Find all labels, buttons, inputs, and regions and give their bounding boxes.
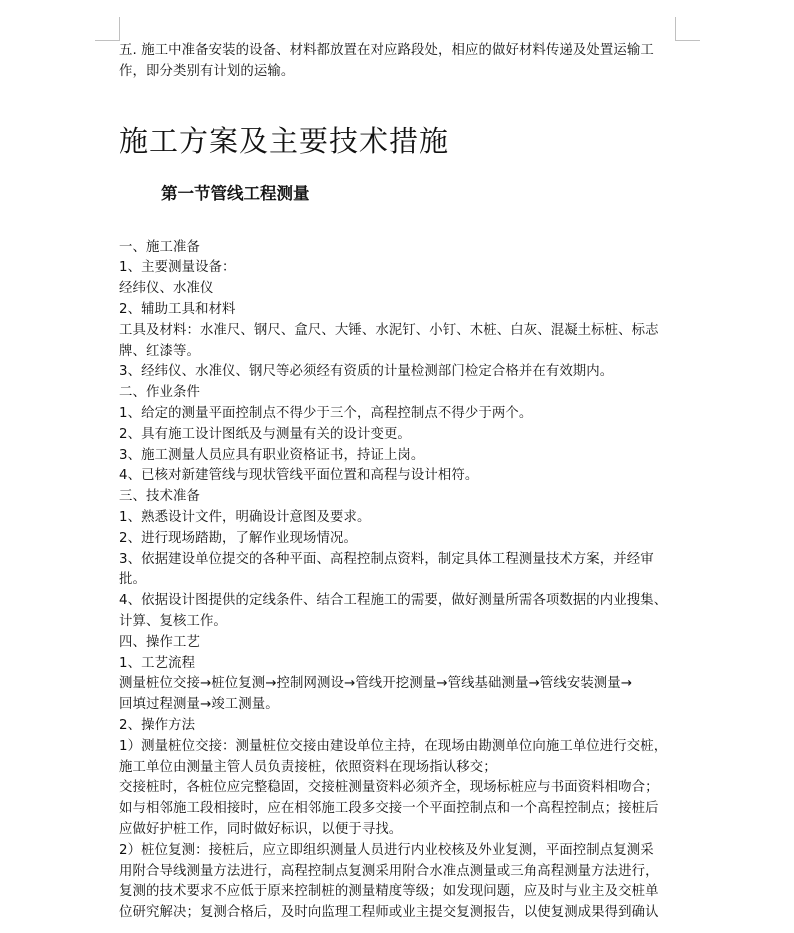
crop-mark-top-left-vertical (119, 17, 120, 41)
body-line: 回填过程测量→竣工测量。 (119, 697, 279, 713)
body-line: 4、已核对新建管线与现状管线平面位置和高程与设计相符。 (119, 468, 479, 484)
body-line: 二、作业条件 (119, 385, 200, 401)
body-line: 工具及材料：水准尺、钢尺、盒尺、大锤、水泥钉、小钉、木桩、白灰、混凝土标桩、标志 (119, 322, 659, 338)
body-line: 1、工艺流程 (119, 655, 196, 671)
body-line: 2）桩位复测：接桩后，应立即组织测量人员进行内业校核及外业复测，平面控制点复测采 (119, 842, 654, 858)
body-line: 用附合导线测量方法进行，高程控制点复测采用附合水准点测量或三角高程测量方法进行， (119, 863, 659, 879)
body-line: 3、经纬仪、水准仪、钢尺等必须经有资质的计量检测部门检定合格并在有效期内。 (119, 364, 614, 380)
body-line: 2、具有施工设计图纸及与测量有关的设计变更。 (119, 426, 411, 442)
body-line: 3、施工测量人员应具有职业资格证书，持证上岗。 (119, 447, 425, 463)
body-line: 施工单位由测量主管人员负责接桩，依照资料在现场指认移交； (119, 759, 497, 775)
body-line: 经纬仪、水准仪 (119, 281, 214, 297)
body-line: 2、操作方法 (119, 717, 196, 733)
body-line: 1、给定的测量平面控制点不得少于三个，高程控制点不得少于两个。 (119, 405, 533, 421)
body-line: 应做好护桩工作，同时做好标识，以便于寻找。 (119, 821, 403, 837)
body-line: 4、依据设计图提供的定线条件、结合工程施工的需要，做好测量所需各项数据的内业搜集、 (119, 593, 668, 609)
intro-paragraph (119, 41, 677, 83)
body-line: 2、辅助工具和材料 (119, 301, 236, 317)
body-line: 如与相邻施工段相接时，应在相邻施工段多交接一个平面控制点和一个高程控制点；接桩后 (119, 801, 659, 817)
document-body (119, 41, 677, 924)
body-line: 1、熟悉设计文件，明确设计意图及要求。 (119, 509, 371, 525)
intro-line: 五. 施工中准备安装的设备、材料都放置在对应路段处，相应的做好材料传递及处置运输工 (119, 43, 654, 58)
body-line: 三、技术准备 (119, 489, 200, 505)
main-title: 施工方案及主要技术措施 (119, 123, 450, 158)
crop-mark-top-left-horizontal (95, 40, 120, 41)
body-line: 牌、红漆等。 (119, 343, 200, 359)
body-line: 复测的技术要求不应低于原来控制桩的测量精度等级；如发现问题，应及时与业主及交桩单 (119, 884, 659, 900)
body-line: 1、主要测量设备： (119, 260, 236, 276)
body-line: 四、操作工艺 (119, 634, 200, 650)
intro-line: 作，即分类别有计划的运输。 (119, 63, 295, 79)
body-line: 2、进行现场踏勘，了解作业现场情况。 (119, 530, 357, 546)
body-line: 一、施工准备 (119, 239, 200, 255)
body-line: 计算、复核工作。 (119, 613, 227, 629)
body-line: 1）测量桩位交接：测量桩位交接由建设单位主持，在现场由勘测单位向施工单位进行交桩， (119, 738, 668, 754)
body-line: 测量桩位交接→桩位复测→控制网测设→管线开挖测量→管线基础测量→管线安装测量→ (119, 676, 633, 692)
body-line: 交接桩时，各桩位应完整稳固，交接桩测量资料必须齐全，现场标桩应与书面资料相吻合； (119, 780, 659, 796)
crop-mark-top-right-vertical (675, 17, 676, 41)
crop-mark-top-right-horizontal (675, 40, 700, 41)
body-line: 位研究解决；复测合格后，及时向监理工程师或业主提交复测报告，以使复测成果得到确认 (119, 905, 659, 921)
body-line: 3、依据建设单位提交的各种平面、高程控制点资料，制定具体工程测量技术方案，并经审 (119, 551, 654, 567)
section-title: 第一节管线工程测量 (161, 183, 310, 203)
body-text (119, 238, 677, 924)
body-line: 批。 (119, 572, 146, 588)
